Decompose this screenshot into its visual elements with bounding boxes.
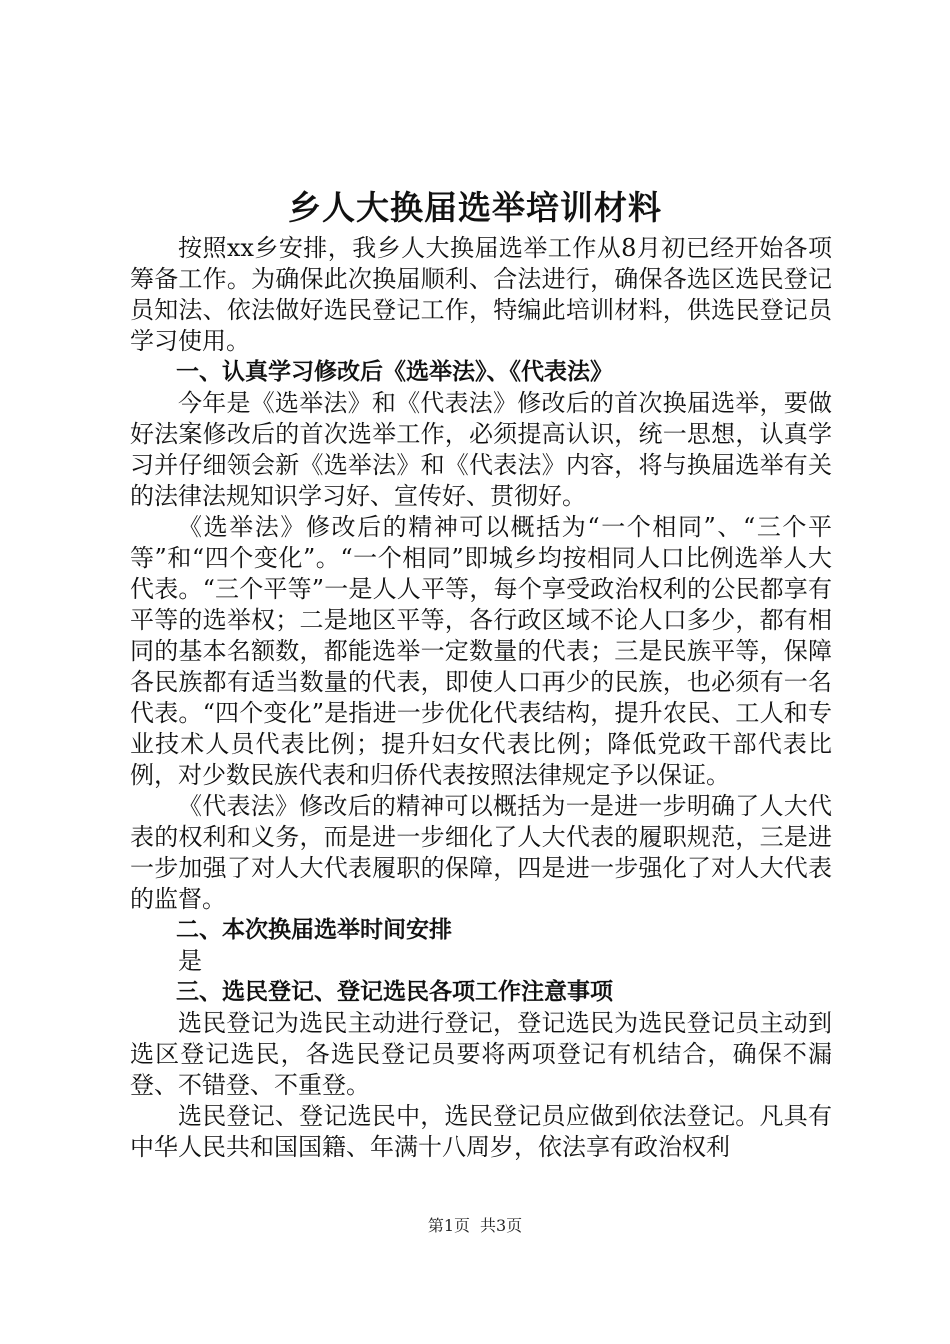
body-paragraph: 今年是《选举法》和《代表法》修改后的首次换届选举，要做好法案修改后的首次选举工作，必须提高认识，统一思想，认真学习并仔细领会新《选举法》和《代表法》内容，将与换届选举有关的法律法规知识学习好、宣传好、贯彻好。 [130, 389, 832, 510]
document-body [130, 233, 832, 1163]
body-paragraph: 《代表法》修改后的精神可以概括为一是进一步明确了人大代表的权利和义务，而是进一步细化了人大代表的履职规范，三是进一步加强了对人大代表履职的保障，四是进一步强化了对人大代表的监督。 [130, 792, 832, 913]
document-title: 乡人大换届选举培训材料 [288, 188, 662, 227]
section-heading-2: 二、本次换届选举时间安排 [176, 917, 452, 943]
section-heading-1: 一、认真学习修改后《选举法》、《代表法》 [176, 359, 613, 385]
body-paragraph: 《选举法》修改后的精神可以概括为“一个相同”、“三个平等”和“四个变化”。“一个相同”即城乡均按相同人口比例选举人大代表。“三个平等”一是人人平等，每个享受政治权利的公民都享有平等的选举权；二是地区平等，各行政区域不论人口多少，都有相同的基本名额数，都能选举一定数量的代表；三是民族平等，保障各民族都有适当数量的代表，即使人口再少的民族，也必须有一名代表。“四个变化”是指进一步优化代表结构，提升农民、工人和专业技术人员代表比例；提升妇女代表比例；降低党政干部代表比例，对少数民族代表和归侨代表按照法律规定予以保证。 [130, 513, 832, 789]
page-total: 共3页 [480, 1216, 523, 1235]
page-number: 第1页 [427, 1216, 470, 1235]
intro-paragraph: 按照xx乡安排，我乡人大换届选举工作从8月初已经开始各项筹备工作。为确保此次换届顺利、合法进行，确保各选区选民登记员知法、依法做好选民登记工作，特编此培训材料，供选民登记员学习使用。 [130, 234, 832, 355]
section-heading-3: 三、选民登记、登记选民各项工作注意事项 [176, 979, 613, 1005]
body-paragraph: 选民登记、登记选民中，选民登记员应做到依法登记。凡具有中华人民共和国国籍、年满十八周岁，依法享有政治权利 [130, 1102, 832, 1161]
page-footer [0, 1214, 950, 1238]
body-paragraph: 是 [178, 947, 202, 975]
body-paragraph: 选民登记为选民主动进行登记，登记选民为选民登记员主动到选区登记选民，各选民登记员要将两项登记有机结合，确保不漏登、不错登、不重登。 [130, 1009, 832, 1099]
